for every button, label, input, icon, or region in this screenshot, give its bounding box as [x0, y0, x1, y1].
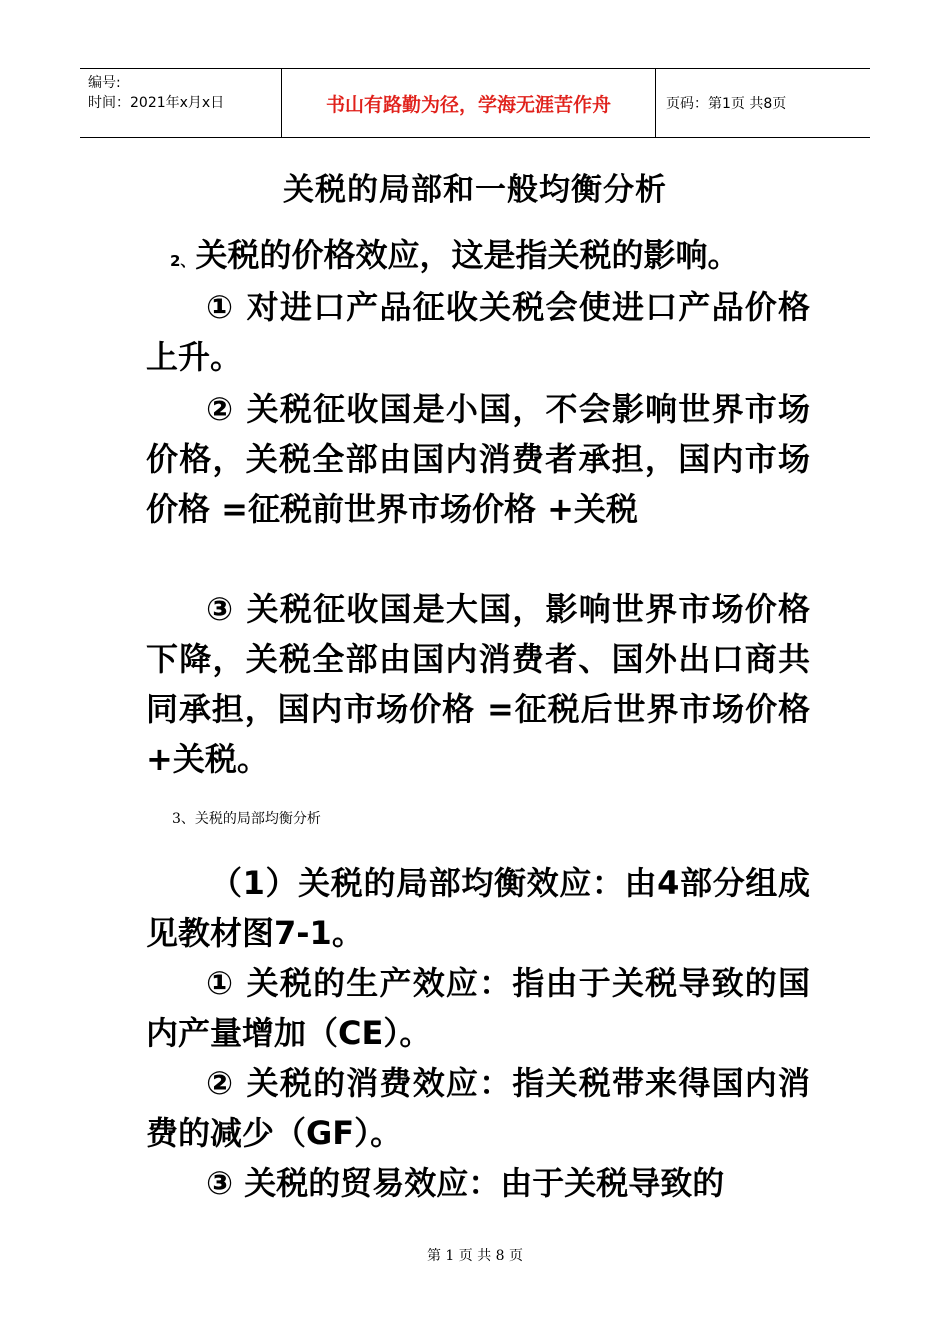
document-number-label: 编号: [88, 75, 121, 91]
partial-equilibrium-intro: （1）关税的局部均衡效应：由4部分组成见教材图7-1。 [146, 864, 810, 952]
price-item-3: ③ 关税征收国是大国，影响世界市场价格下降，关税全部由国内消费者、国外出口商共同承担，国内市场价格 =征税后世界市场价格 +关税。 [146, 590, 810, 778]
price-item-1: ① 对进口产品征收关税会使进口产品价格上升。 [146, 288, 810, 376]
price-item-2: ② 关税征收国是小国，不会影响世界市场价格，关税全部由国内消费者承担，国内市场价格 =征税前世界市场价格 +关税 [146, 390, 810, 528]
header-motto: 书山有路勤为径，学海无涯苦作舟 [281, 69, 656, 137]
section-2-number: 2、 [170, 252, 196, 270]
page-header [80, 68, 870, 138]
partial-equilibrium-item-1: ① 关税的生产效应：指由于关税导致的国内产量增加（CE）。 [146, 964, 810, 1052]
document-title: 关税的局部和一般均衡分析 [283, 172, 667, 208]
partial-equilibrium-item-3: ③ 关税的贸易效应：由于关税导致的 [206, 1164, 725, 1202]
section-2-paragraph [146, 230, 810, 286]
section-2-text: 关税的价格效应，这是指关税的影响。 [195, 236, 740, 274]
partial-equilibrium-item-2: ② 关税的消费效应：指关税带来得国内消费的减少（GF）。 [146, 1064, 810, 1152]
page-footer: 第 1 页 共 8 页 [426, 1248, 524, 1264]
document-time-label: 时间：2021年x月x日 [88, 95, 225, 111]
header-page-label: 页码：第1页 共8页 [666, 96, 787, 112]
section-3-heading: 3、关税的局部均衡分析 [172, 811, 321, 827]
header-meta [80, 69, 281, 137]
